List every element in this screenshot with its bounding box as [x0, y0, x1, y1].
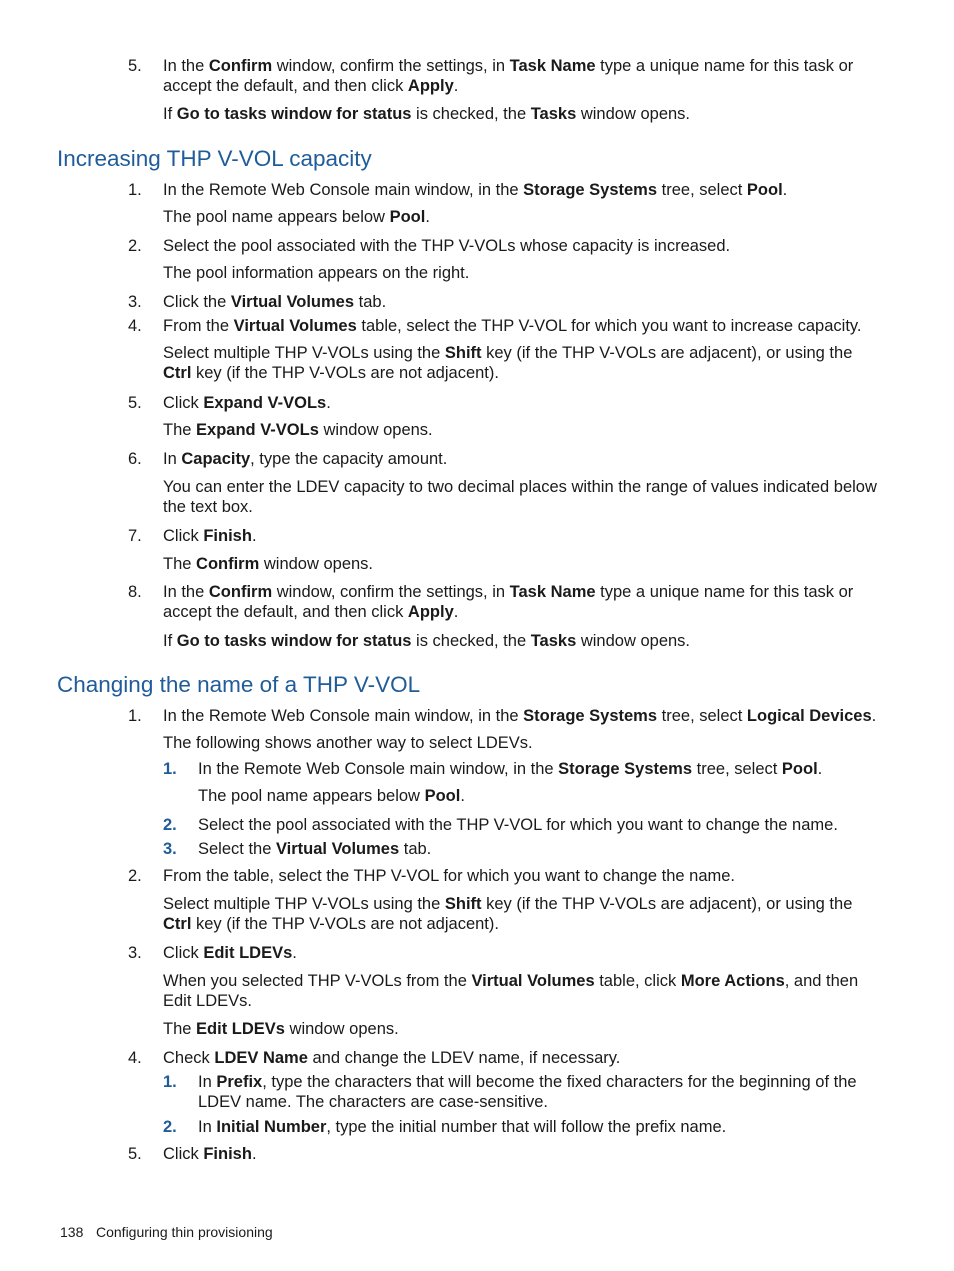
step-number: 3. [128, 944, 142, 962]
substep-text: Select the Virtual Volumes tab. [198, 840, 432, 858]
step-text: In the Confirm window, confirm the settings, in Task Name type a unique name for this task or accept the default, and then click Apply. [163, 583, 854, 621]
step-note: The Confirm window opens. [163, 555, 374, 573]
substep-text: In Initial Number, type the initial number that will follow the prefix name. [198, 1118, 727, 1136]
step-number: 5. [128, 394, 142, 412]
step-number: 2. [128, 867, 142, 885]
substep-number: 3. [163, 840, 177, 858]
step-text: From the Virtual Volumes table, select the THP V-VOL for which you want to increase capacity. [163, 317, 862, 335]
step-number: 4. [128, 317, 142, 335]
step-number: 1. [128, 181, 142, 199]
substep-note: The pool name appears below Pool. [198, 787, 465, 805]
step-text: Click Finish. [163, 527, 257, 545]
step-note: You can enter the LDEV capacity to two decimal places within the range of values indicated below the text box. [163, 478, 877, 516]
step-number: 3. [128, 293, 142, 311]
step-number: 4. [128, 1049, 142, 1067]
step-note: If Go to tasks window for status is checked, the Tasks window opens. [163, 632, 691, 650]
step-number: 6. [128, 450, 142, 468]
substep-text: Select the pool associated with the THP V-VOL for which you want to change the name. [198, 816, 838, 834]
step-note: When you selected THP V-VOLs from the Virtual Volumes table, click More Actions, and then Edit LDEVs. [163, 972, 859, 1010]
section-heading: Changing the name of a THP V-VOL [57, 672, 421, 697]
footer-section-title: Configuring thin provisioning [96, 1224, 273, 1240]
step-number: 7. [128, 527, 142, 545]
step-note: The pool information appears on the right. [163, 264, 470, 282]
substep-number: 1. [163, 1073, 177, 1091]
step-note: If Go to tasks window for status is checked, the Tasks window opens. [163, 105, 691, 123]
step-text: Click Edit LDEVs. [163, 944, 297, 962]
step-text: In the Remote Web Console main window, in the Storage Systems tree, select Pool. [163, 181, 788, 199]
step-note: The Expand V-VOLs window opens. [163, 421, 433, 439]
step-text: From the table, select the THP V-VOL for which you want to change the name. [163, 867, 735, 885]
step-text: Click Expand V-VOLs. [163, 394, 331, 412]
step-text: In the Confirm window, confirm the settings, in Task Name type a unique name for this task or accept the default, and then click Apply. [163, 57, 854, 95]
step-text: In the Remote Web Console main window, in the Storage Systems tree, select Logical Devices. [163, 707, 877, 725]
step-number: 8. [128, 583, 142, 601]
step-note: The Edit LDEVs window opens. [163, 1020, 399, 1038]
substep-number: 2. [163, 816, 177, 834]
step-note: The following shows another way to select LDEVs. [163, 734, 533, 752]
substep-number: 2. [163, 1118, 177, 1136]
step-number: 5. [128, 1145, 142, 1163]
page-number: 138 [60, 1224, 84, 1240]
step-number: 2. [128, 237, 142, 255]
substep-text: In Prefix, type the characters that will become the fixed characters for the beginning of the LDEV name. The characters are case-sensitive. [198, 1073, 857, 1111]
section-heading: Increasing THP V-VOL capacity [57, 146, 372, 171]
substep-text: In the Remote Web Console main window, in the Storage Systems tree, select Pool. [198, 760, 823, 778]
substep-number: 1. [163, 760, 177, 778]
step-text: In Capacity, type the capacity amount. [163, 450, 448, 468]
step-text: Click Finish. [163, 1145, 257, 1163]
step-note: Select multiple THP V-VOLs using the Shift key (if the THP V-VOLs are adjacent), or using the Ctrl key (if the THP V-VOLs are not adjacent). [163, 895, 853, 933]
step-number: 5. [128, 57, 142, 75]
step-number: 1. [128, 707, 142, 725]
step-text: Check LDEV Name and change the LDEV name, if necessary. [163, 1049, 621, 1067]
step-text: Select the pool associated with the THP V-VOLs whose capacity is increased. [163, 237, 731, 255]
step-note: The pool name appears below Pool. [163, 208, 430, 226]
step-note: Select multiple THP V-VOLs using the Shift key (if the THP V-VOLs are adjacent), or using the Ctrl key (if the THP V-VOLs are not adjacent). [163, 344, 853, 382]
step-text: Click the Virtual Volumes tab. [163, 293, 387, 311]
